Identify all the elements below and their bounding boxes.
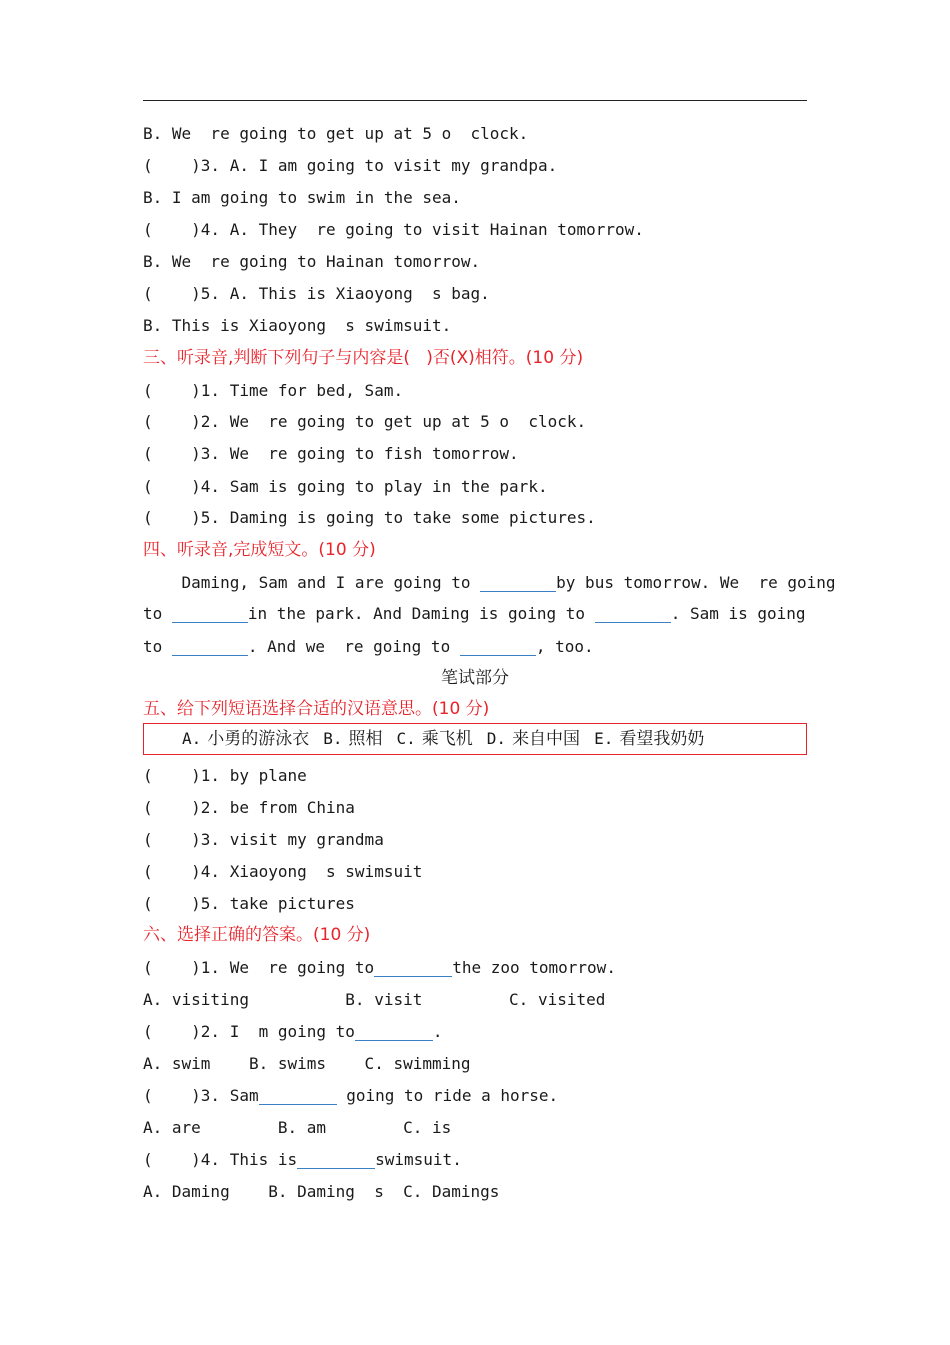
section5-title: 五、给下列短语选择合适的汉语意思。(10 分) <box>143 699 490 719</box>
section5-item-2: ( )2. be from China <box>143 798 355 817</box>
option-a: A. 小勇的游泳衣 <box>182 729 310 749</box>
section5-item-5: ( )5. take pictures <box>143 894 355 913</box>
question-1: ( )1. We re going to the zoo tomorrow. <box>143 958 616 977</box>
answer-blank-3[interactable] <box>595 604 671 623</box>
passage-text: by bus tomorrow. We re going <box>556 573 836 592</box>
passage-text: Daming, Sam and I are going to <box>143 573 481 592</box>
option-e: E. 看望我奶奶 <box>594 729 705 749</box>
header-rule <box>143 100 807 101</box>
answer-blank-q2[interactable] <box>355 1022 433 1041</box>
passage-text: in the park. And Daming is going to <box>247 604 595 623</box>
top-line-5: B. We re going to Hainan tomorrow. <box>143 252 481 271</box>
answer-blank-2[interactable] <box>172 604 248 623</box>
option-c: C. 乘飞机 <box>396 729 473 749</box>
top-line-3: B. I am going to swim in the sea. <box>143 188 461 207</box>
passage-text: , too. <box>535 637 594 656</box>
section3-item-2: ( )2. We re going to get up at 5 o clock. <box>143 412 587 431</box>
section5-item-1: ( )1. by plane <box>143 766 307 785</box>
section3-title: 三、听录音,判断下列句子与内容是( )否(X)相符。(10 分) <box>143 348 584 368</box>
section4-title: 四、听录音,完成短文。(10 分) <box>143 540 376 560</box>
question-4-options: A. Daming B. Daming s C. Damings <box>143 1182 500 1201</box>
top-line-2: ( )3. A. I am going to visit my grandpa. <box>143 156 558 175</box>
answer-blank-q1[interactable] <box>374 958 452 977</box>
question-1-options: A. visiting B. visit C. visited <box>143 990 606 1009</box>
top-line-6: ( )5. A. This is Xiaoyong s bag. <box>143 284 490 303</box>
written-part-heading: 笔试部分 <box>441 668 509 688</box>
section4-paragraph-line-1 <box>143 572 836 594</box>
top-line-7: B. This is Xiaoyong s swimsuit. <box>143 316 452 335</box>
answer-blank-1[interactable] <box>480 573 556 592</box>
question-3-options: A. are B. am C. is <box>143 1118 452 1137</box>
passage-text: to <box>143 604 172 623</box>
answer-blank-5[interactable] <box>460 637 536 656</box>
section3-item-5: ( )5. Daming is going to take some pictures. <box>143 508 596 527</box>
passage-text: . Sam is going <box>670 604 806 623</box>
question-2: ( )2. I m going to . <box>143 1022 443 1041</box>
section3-item-1: ( )1. Time for bed, Sam. <box>143 381 404 400</box>
section6-title: 六、选择正确的答案。(10 分) <box>143 925 371 945</box>
option-b: B. 照相 <box>323 729 383 749</box>
section3-item-3: ( )3. We re going to fish tomorrow. <box>143 444 519 463</box>
top-line-4: ( )4. A. They re going to visit Hainan tomorrow. <box>143 220 644 239</box>
section3-item-4: ( )4. Sam is going to play in the park. <box>143 477 548 496</box>
top-line-1: B. We re going to get up at 5 o clock. <box>143 124 529 143</box>
answer-blank-4[interactable] <box>172 637 248 656</box>
question-2-options: A. swim B. swims C. swimming <box>143 1054 471 1073</box>
question-4: ( )4. This is swimsuit. <box>143 1150 462 1169</box>
answer-blank-q4[interactable] <box>297 1150 375 1169</box>
options-box <box>143 723 807 755</box>
section4-paragraph-line-2 <box>143 603 806 625</box>
passage-text: . And we re going to <box>247 637 460 656</box>
passage-text: to <box>143 637 172 656</box>
section5-item-4: ( )4. Xiaoyong s swimsuit <box>143 862 423 881</box>
option-d: D. 来自中国 <box>486 729 581 749</box>
section5-item-3: ( )3. visit my grandma <box>143 830 384 849</box>
question-3: ( )3. Sam going to ride a horse. <box>143 1086 559 1105</box>
section4-paragraph-line-3 <box>143 636 594 658</box>
answer-blank-q3[interactable] <box>259 1086 337 1105</box>
